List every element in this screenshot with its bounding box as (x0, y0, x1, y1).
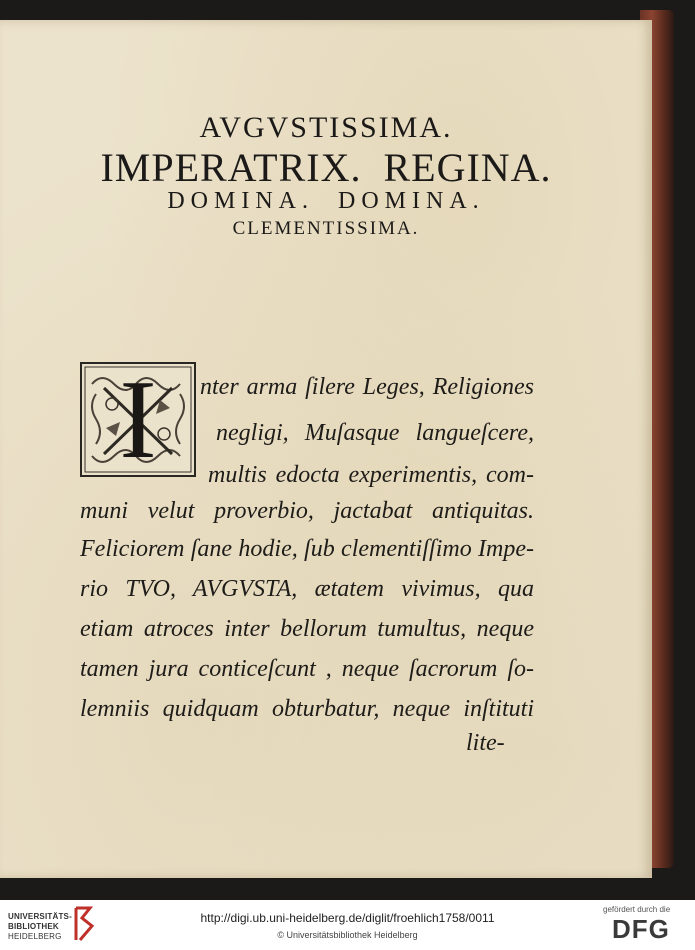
text-line-6: rio TVO, AVGVSTA, ætatem vivimus, qua (80, 576, 534, 602)
catchword: lite- (466, 730, 505, 756)
dfg-logo: DFG (612, 914, 670, 944)
text-line-1: nter arma ſilere Leges, Religiones (200, 374, 534, 400)
permalink-url[interactable]: http://digi.ub.uni-heidelberg.de/diglit/froehlich1758/0011 (200, 911, 495, 925)
footer-bar (0, 900, 695, 950)
library-name-line3: HEIDELBERG (8, 932, 62, 941)
library-name-line1: UNIVERSITÄTS- (8, 912, 72, 921)
text-line-2: negligi, Muſasque langueſcere, (216, 420, 534, 446)
text-line-3: multis edocta experimentis, com- (208, 462, 534, 488)
initial-letter: I (119, 358, 157, 482)
text-line-8: tamen jura conticeſcunt , neque ſacrorum ſo- (80, 656, 534, 682)
decorated-initial (80, 358, 196, 482)
text-line-7: etiam atroces inter bellorum tumultus, neque (80, 616, 534, 642)
heading-augustissima: AVGVSTISSIMA. (199, 111, 453, 144)
text-line-5: Feliciorem ſane hodie, ſub clementiſſimo Impe- (80, 536, 534, 562)
text-line-4: muni velut proverbio, jactabat antiquitas. (80, 498, 534, 524)
heading-clementissima: CLEMENTISSIMA. (232, 218, 420, 239)
sponsor-label: gefördert durch die (603, 905, 671, 914)
copyright-notice: © Universitätsbibliothek Heidelberg (277, 930, 418, 940)
book-page (0, 20, 652, 878)
library-name-line2: BIBLIOTHEK (8, 922, 59, 931)
heading-imperatrix-regina: IMPERATRIX. REGINA. (100, 145, 552, 190)
text-line-9: lemniis quidquam obturbatur, neque inſtituti (80, 696, 534, 722)
heading-domina-domina: DOMINA. DOMINA. (167, 188, 485, 214)
